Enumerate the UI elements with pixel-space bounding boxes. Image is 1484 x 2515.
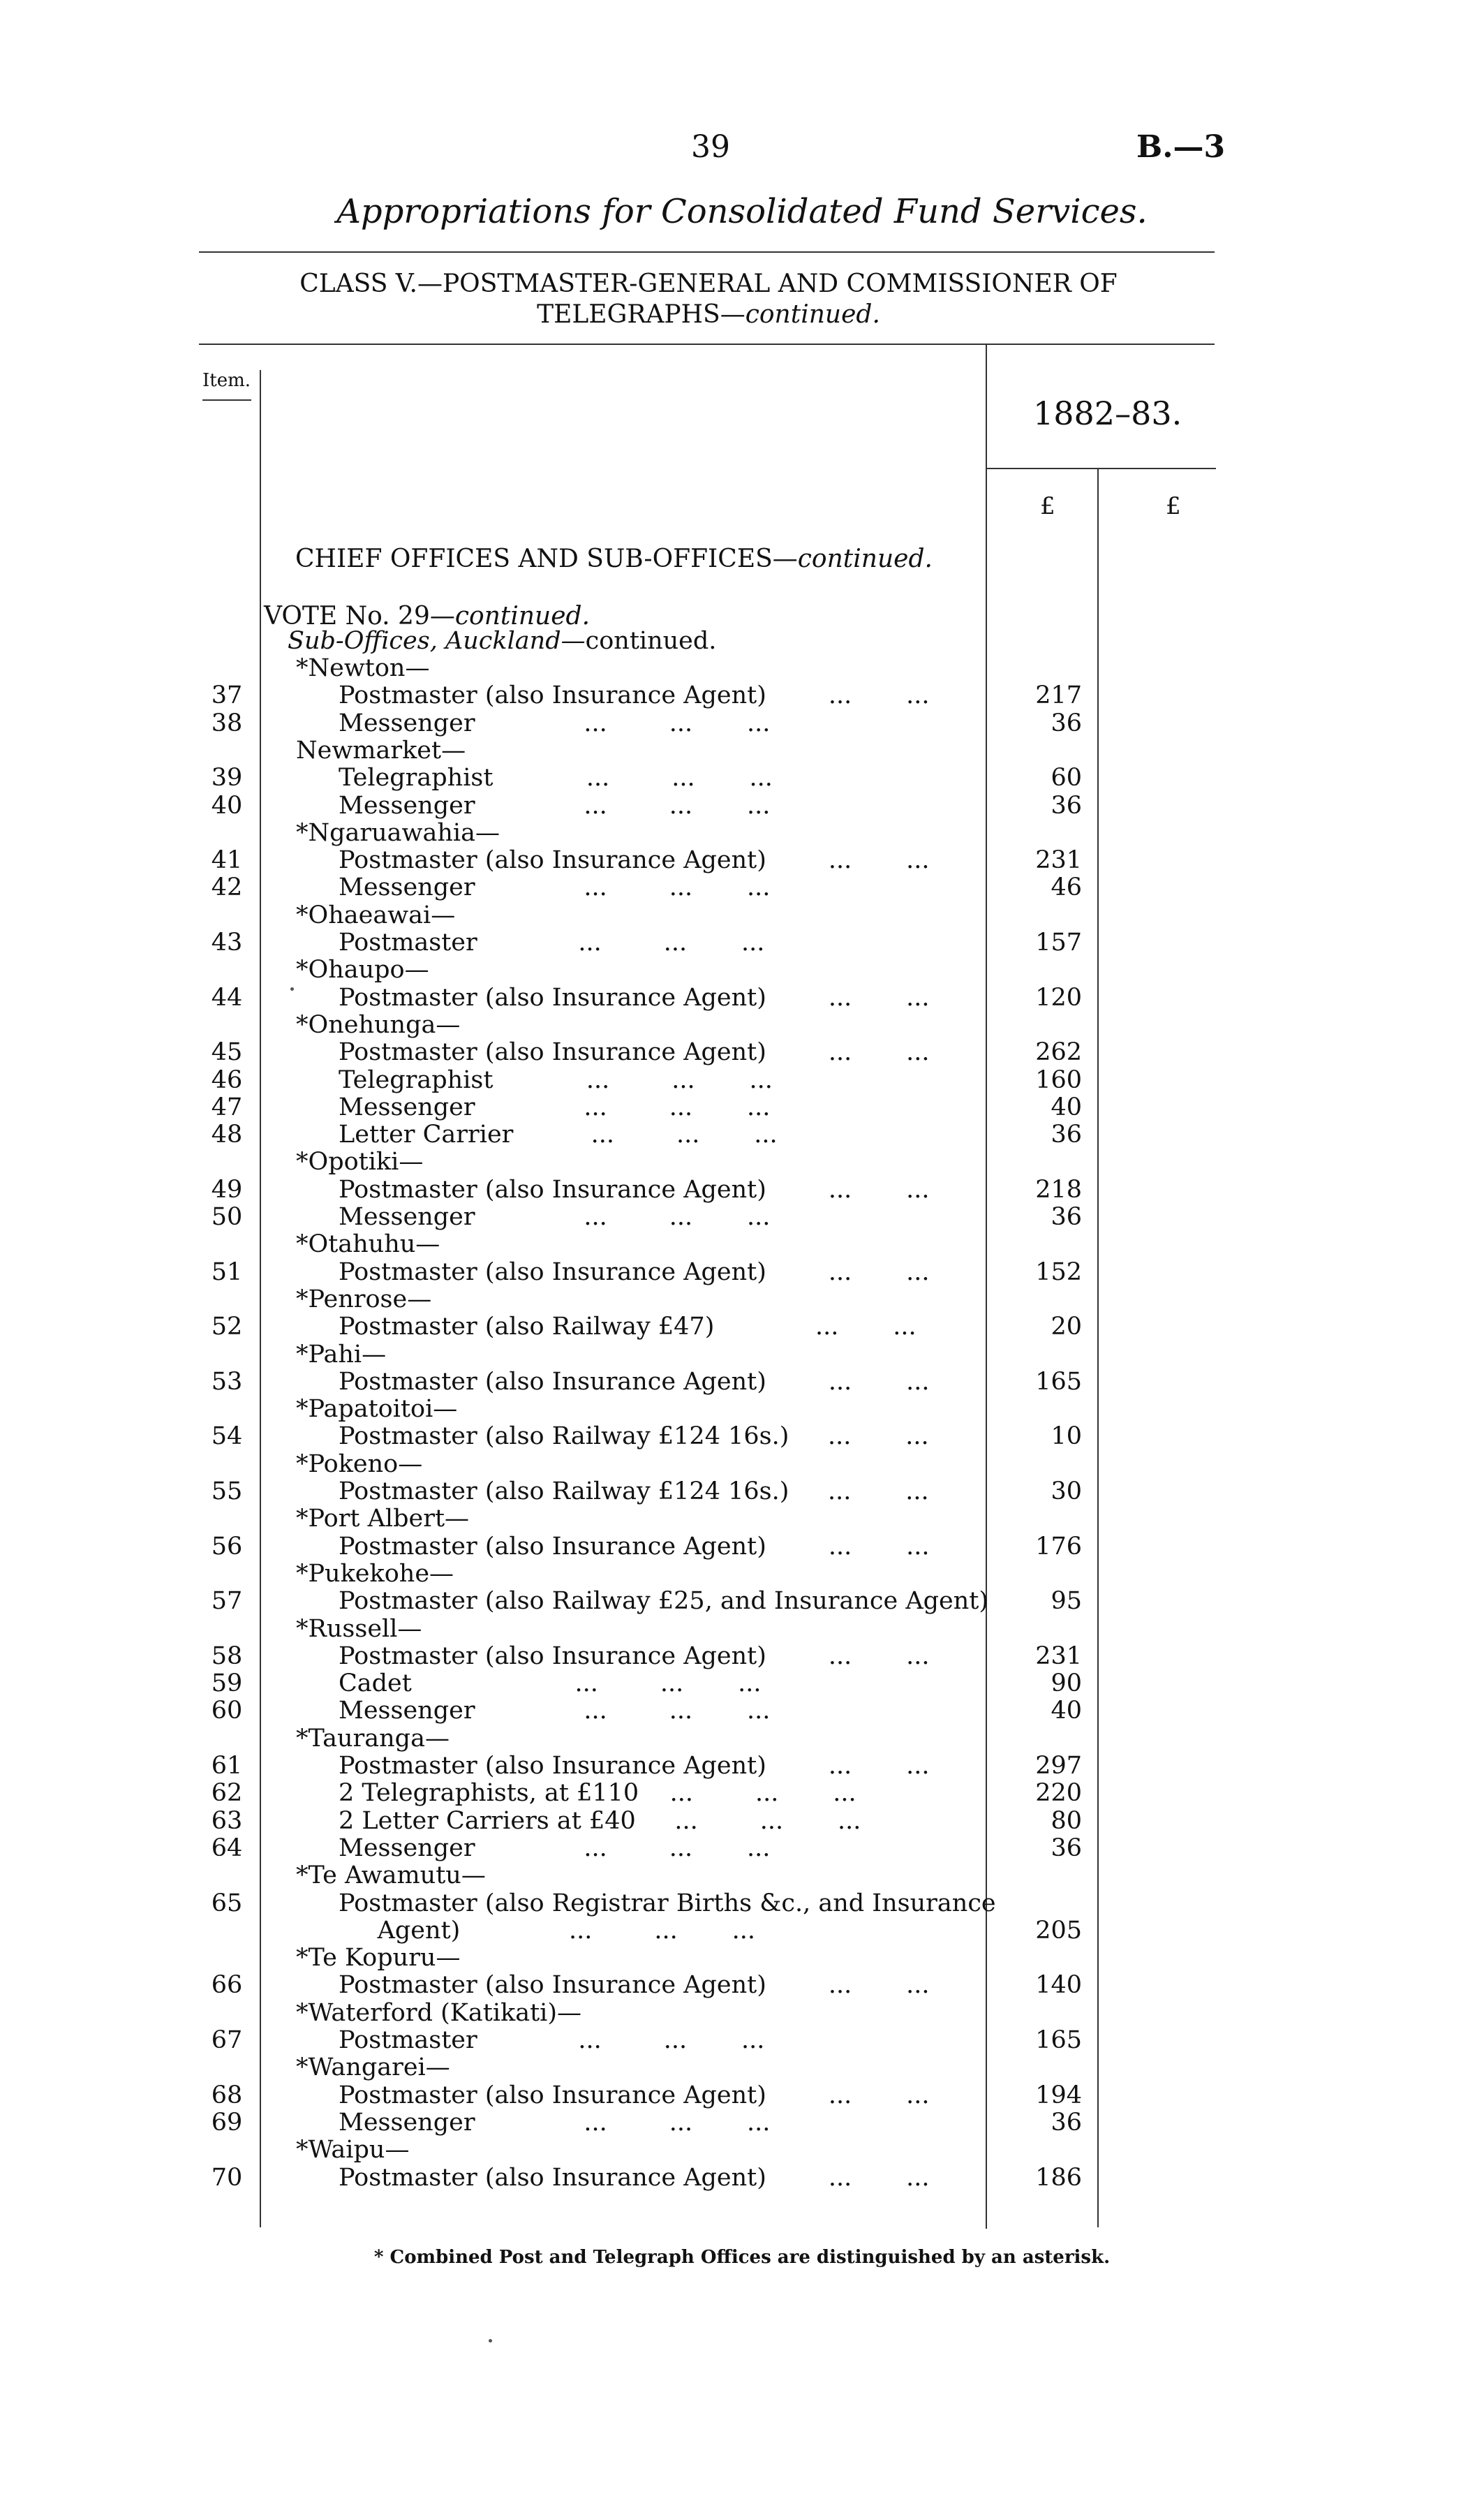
item-description: Messenger ... ... ... bbox=[339, 1834, 771, 1862]
class-title-line2-text: TELEGRAPHS— bbox=[537, 300, 745, 329]
sub-offices-line bbox=[288, 627, 716, 655]
table-row bbox=[0, 874, 1484, 901]
item-description: Postmaster (also Insurance Agent) ... ... bbox=[339, 846, 930, 874]
item-number: 58 bbox=[211, 1642, 243, 1670]
item-number: 68 bbox=[211, 2081, 243, 2109]
item-description: Messenger ... ... ... bbox=[339, 792, 771, 820]
item-description: Cadet ... ... ... bbox=[339, 1669, 762, 1697]
item-amount: 217 bbox=[1035, 681, 1082, 709]
office-heading-row bbox=[0, 1561, 1484, 1587]
item-description: Postmaster (also Insurance Agent) ... ... bbox=[339, 1642, 930, 1670]
item-amount: 36 bbox=[1051, 709, 1082, 737]
item-number: 48 bbox=[211, 1121, 243, 1149]
table-row bbox=[0, 1423, 1484, 1450]
item-description: 2 Telegraphists, at £110 ... ... ... bbox=[339, 1779, 856, 1807]
office-heading-row bbox=[0, 820, 1484, 846]
section-heading-text: CHIEF OFFICES AND SUB-OFFICES— bbox=[295, 545, 798, 573]
table-row bbox=[0, 1753, 1484, 1779]
office-heading-row bbox=[0, 2000, 1484, 2026]
item-description: Postmaster ... ... ... bbox=[339, 2026, 765, 2054]
item-number: 38 bbox=[211, 709, 243, 737]
section-heading-italic: continued. bbox=[797, 545, 933, 573]
item-amount: 231 bbox=[1035, 846, 1082, 874]
table-row bbox=[0, 847, 1484, 873]
class-title-line1: CLASS V.—POSTMASTER-GENERAL AND COMMISSIONER OF bbox=[299, 270, 1118, 298]
office-heading-row bbox=[0, 957, 1484, 983]
item-number: 44 bbox=[211, 984, 243, 1012]
item-amount: 36 bbox=[1051, 1834, 1082, 1862]
office-heading-row bbox=[0, 1341, 1484, 1368]
item-number: 67 bbox=[211, 2026, 243, 2054]
office-heading-row bbox=[0, 902, 1484, 929]
item-description: Postmaster (also Insurance Agent) ... ... bbox=[339, 1533, 930, 1561]
office-heading-row bbox=[0, 2054, 1484, 2081]
item-description: Postmaster (also Registrar Births &c., and Insurance bbox=[339, 1889, 996, 1917]
vote-italic: continued. bbox=[454, 602, 591, 630]
item-description: Postmaster (also Insurance Agent) ... ... bbox=[339, 2164, 930, 2192]
item-description: Postmaster (also Insurance Agent) ... ... bbox=[339, 1258, 930, 1286]
table-row bbox=[0, 1121, 1484, 1148]
table-row bbox=[0, 1369, 1484, 1395]
item-amount: 10 bbox=[1051, 1422, 1082, 1450]
office-name: *Onehunga— bbox=[296, 1011, 461, 1039]
item-number: 65 bbox=[211, 1889, 243, 1917]
item-description: Postmaster (also Insurance Agent) ... ... bbox=[339, 2081, 930, 2109]
item-description: Messenger ... ... ... bbox=[339, 1697, 771, 1725]
item-amount: 120 bbox=[1035, 984, 1082, 1012]
item-amount: 90 bbox=[1051, 1669, 1082, 1697]
table-row bbox=[0, 1697, 1484, 1724]
item-amount: 194 bbox=[1035, 2081, 1082, 2109]
office-heading-row bbox=[0, 1012, 1484, 1038]
item-number: 37 bbox=[211, 681, 243, 709]
table-row bbox=[0, 792, 1484, 819]
table-row bbox=[0, 2082, 1484, 2109]
item-number: 42 bbox=[211, 873, 243, 901]
item-number: 63 bbox=[211, 1807, 243, 1835]
table-row bbox=[0, 1067, 1484, 1093]
table-row bbox=[0, 1643, 1484, 1669]
top-rule bbox=[199, 251, 1215, 253]
table-row bbox=[0, 1177, 1484, 1203]
item-description: Messenger ... ... ... bbox=[339, 2109, 771, 2137]
table-row bbox=[0, 1670, 1484, 1697]
item-amount: 157 bbox=[1035, 929, 1082, 957]
office-heading-row bbox=[0, 1616, 1484, 1642]
item-description: Telegraphist ... ... ... bbox=[339, 1066, 773, 1094]
office-name: Newmarket— bbox=[296, 737, 466, 765]
table-row bbox=[0, 1780, 1484, 1806]
speck bbox=[489, 2339, 492, 2343]
item-amount: 36 bbox=[1051, 2109, 1082, 2137]
item-description: Postmaster (also Insurance Agent) ... ... bbox=[339, 681, 930, 709]
class-title bbox=[209, 269, 1208, 330]
item-number: 69 bbox=[211, 2109, 243, 2137]
sub-offices-italic: Sub-Offices, Auckland— bbox=[288, 627, 586, 655]
item-number: 55 bbox=[211, 1477, 243, 1505]
office-name: *Tauranga— bbox=[296, 1725, 450, 1753]
item-description: Postmaster (also Insurance Agent) ... ... bbox=[339, 1038, 930, 1066]
office-name: *Ohaeawai— bbox=[296, 901, 456, 929]
class-title-line2 bbox=[209, 300, 1208, 330]
office-name: *Pokeno— bbox=[296, 1450, 423, 1478]
table-row bbox=[0, 984, 1484, 1011]
vote-line bbox=[264, 602, 590, 630]
office-heading-row bbox=[0, 1451, 1484, 1477]
office-heading-row bbox=[0, 655, 1484, 681]
item-description: Postmaster (also Insurance Agent) ... ... bbox=[339, 1971, 930, 1999]
item-amount: 46 bbox=[1051, 873, 1082, 901]
table-row bbox=[0, 1588, 1484, 1614]
office-name: *Te Awamutu— bbox=[296, 1861, 486, 1889]
table-row bbox=[0, 1533, 1484, 1560]
table-row bbox=[0, 682, 1484, 709]
class-title-line2-italic: continued. bbox=[745, 300, 880, 329]
item-number: 50 bbox=[211, 1203, 243, 1231]
footnote: * Combined Post and Telegraph Offices are distinguished by an asterisk. bbox=[373, 2247, 1111, 2268]
office-name: *Waipu— bbox=[296, 2136, 410, 2164]
table-row bbox=[0, 1808, 1484, 1834]
item-description: Postmaster (also Insurance Agent) ... ... bbox=[339, 1176, 930, 1204]
item-amount: 165 bbox=[1035, 1368, 1082, 1396]
item-number: 64 bbox=[211, 1834, 243, 1862]
item-description: Messenger ... ... ... bbox=[339, 1203, 771, 1231]
item-amount: 60 bbox=[1051, 764, 1082, 792]
item-number: 57 bbox=[211, 1587, 243, 1615]
currency-symbol-left: £ bbox=[1040, 492, 1055, 520]
item-description: Postmaster (also Railway £47) ... ... bbox=[339, 1313, 917, 1341]
item-amount: 297 bbox=[1035, 1752, 1082, 1780]
item-amount: 176 bbox=[1035, 1533, 1082, 1561]
item-number: 41 bbox=[211, 846, 243, 874]
item-number: 54 bbox=[211, 1422, 243, 1450]
item-description: Letter Carrier ... ... ... bbox=[339, 1121, 778, 1149]
table-row bbox=[0, 1917, 1484, 1944]
table-row bbox=[0, 1204, 1484, 1230]
item-number: 52 bbox=[211, 1313, 243, 1341]
office-heading-row bbox=[0, 1286, 1484, 1313]
item-column-header: Item. bbox=[202, 370, 251, 391]
page-number: 39 bbox=[691, 129, 730, 165]
item-description: Postmaster ... ... ... bbox=[339, 929, 765, 957]
page-code: B.—3 bbox=[1136, 129, 1226, 165]
item-description: Postmaster (also Insurance Agent) ... ... bbox=[339, 984, 930, 1012]
office-heading-row bbox=[0, 1945, 1484, 1971]
item-amount: 160 bbox=[1035, 1066, 1082, 1094]
office-name: *Port Albert— bbox=[296, 1505, 470, 1533]
year-header-underline bbox=[986, 468, 1216, 469]
item-amount: 218 bbox=[1035, 1176, 1082, 1204]
item-description: Messenger ... ... ... bbox=[339, 1093, 771, 1121]
item-amount: 36 bbox=[1051, 792, 1082, 820]
item-number: 45 bbox=[211, 1038, 243, 1066]
sub-offices-text: continued. bbox=[585, 627, 717, 655]
office-name: *Pahi— bbox=[296, 1341, 387, 1369]
item-number: 56 bbox=[211, 1533, 243, 1561]
item-description: Postmaster (also Insurance Agent) ... ... bbox=[339, 1752, 930, 1780]
office-name: *Papatoitoi— bbox=[296, 1395, 458, 1423]
office-name: *Waterford (Katikati)— bbox=[296, 1999, 582, 2027]
office-name: *Te Kopuru— bbox=[296, 1944, 461, 1972]
table-top-rule bbox=[199, 344, 1215, 345]
office-heading-row bbox=[0, 1725, 1484, 1752]
office-name: *Opotiki— bbox=[296, 1148, 424, 1176]
item-description: 2 Letter Carriers at £40 ... ... ... bbox=[339, 1807, 861, 1835]
item-number: 59 bbox=[211, 1669, 243, 1697]
item-amount: 30 bbox=[1051, 1477, 1082, 1505]
office-name: *Penrose— bbox=[296, 1285, 432, 1313]
item-description: Messenger ... ... ... bbox=[339, 709, 771, 737]
item-amount: 40 bbox=[1051, 1093, 1082, 1121]
office-name: *Ohaupo— bbox=[296, 956, 429, 984]
item-number: 62 bbox=[211, 1779, 243, 1807]
item-number: 53 bbox=[211, 1368, 243, 1396]
item-amount: 231 bbox=[1035, 1642, 1082, 1670]
table-row bbox=[0, 1972, 1484, 1998]
item-amount: 205 bbox=[1035, 1917, 1082, 1945]
item-amount: 20 bbox=[1051, 1313, 1082, 1341]
office-name: *Newton— bbox=[296, 654, 430, 682]
item-amount: 140 bbox=[1035, 1971, 1082, 1999]
item-number: 49 bbox=[211, 1176, 243, 1204]
office-heading-row bbox=[0, 1149, 1484, 1175]
table-row bbox=[0, 1478, 1484, 1505]
table-row bbox=[0, 1259, 1484, 1285]
item-amount: 80 bbox=[1051, 1807, 1082, 1835]
table-row bbox=[0, 2027, 1484, 2053]
table-row bbox=[0, 1039, 1484, 1065]
table-row bbox=[0, 710, 1484, 737]
item-amount: 40 bbox=[1051, 1697, 1082, 1725]
item-header-underline bbox=[202, 399, 251, 401]
item-number: 66 bbox=[211, 1971, 243, 1999]
office-heading-row bbox=[0, 1231, 1484, 1258]
table-row bbox=[0, 2164, 1484, 2191]
section-heading bbox=[295, 545, 933, 573]
table-row bbox=[0, 765, 1484, 791]
item-number: 70 bbox=[211, 2164, 243, 2192]
item-amount: 95 bbox=[1051, 1587, 1082, 1615]
year-column-header: 1882–83. bbox=[1033, 394, 1182, 432]
table-row bbox=[0, 1890, 1484, 1917]
item-number: 47 bbox=[211, 1093, 243, 1121]
item-amount: 165 bbox=[1035, 2026, 1082, 2054]
table-row bbox=[0, 929, 1484, 956]
table-row bbox=[0, 1835, 1484, 1861]
item-number: 39 bbox=[211, 764, 243, 792]
item-description: Agent) ... ... ... bbox=[339, 1917, 756, 1945]
office-name: *Wangarei— bbox=[296, 2053, 450, 2081]
item-description: Postmaster (also Railway £124 16s.) ... ... bbox=[339, 1422, 929, 1450]
office-heading-row bbox=[0, 1862, 1484, 1889]
item-description: Postmaster (also Railway £124 16s.) ... ... bbox=[339, 1477, 929, 1505]
page-title: Appropriations for Consolidated Fund Services. bbox=[336, 192, 1148, 231]
office-heading-row bbox=[0, 737, 1484, 764]
office-name: *Ngaruawahia— bbox=[296, 819, 500, 847]
table-row bbox=[0, 1313, 1484, 1340]
table-row bbox=[0, 2109, 1484, 2136]
item-description: Messenger ... ... ... bbox=[339, 873, 771, 901]
item-amount: 220 bbox=[1035, 1779, 1082, 1807]
item-number: 46 bbox=[211, 1066, 243, 1094]
speck bbox=[290, 987, 294, 991]
item-description: Postmaster (also Railway £25, and Insurance Agent) bbox=[339, 1587, 988, 1615]
item-amount: 36 bbox=[1051, 1203, 1082, 1231]
office-heading-row bbox=[0, 2137, 1484, 2163]
item-description: Telegraphist ... ... ... bbox=[339, 764, 773, 792]
item-description: Postmaster (also Insurance Agent) ... ... bbox=[339, 1368, 930, 1396]
item-number: 60 bbox=[211, 1697, 243, 1725]
office-name: *Pukekohe— bbox=[296, 1560, 454, 1588]
office-heading-row bbox=[0, 1396, 1484, 1422]
item-amount: 186 bbox=[1035, 2164, 1082, 2192]
office-heading-row bbox=[0, 1505, 1484, 1532]
item-amount: 36 bbox=[1051, 1121, 1082, 1149]
item-number: 61 bbox=[211, 1752, 243, 1780]
item-amount: 262 bbox=[1035, 1038, 1082, 1066]
office-name: *Russell— bbox=[296, 1615, 422, 1643]
item-number: 43 bbox=[211, 929, 243, 957]
currency-symbol-right: £ bbox=[1166, 492, 1181, 520]
item-number: 51 bbox=[211, 1258, 243, 1286]
item-number: 40 bbox=[211, 792, 243, 820]
table-row bbox=[0, 1094, 1484, 1121]
office-name: *Otahuhu— bbox=[296, 1230, 440, 1258]
vote-text: VOTE No. 29— bbox=[264, 602, 455, 630]
item-amount: 152 bbox=[1035, 1258, 1082, 1286]
